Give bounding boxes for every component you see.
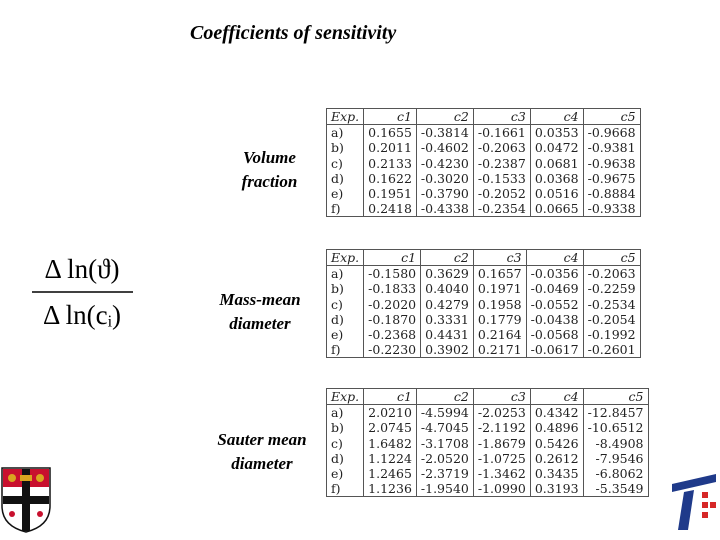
table-cell: -5.3549: [583, 481, 648, 497]
table-row: [327, 481, 649, 497]
row-label: c): [331, 155, 343, 171]
table-cell: -0.2020: [364, 297, 421, 312]
table-volume-fraction: [326, 108, 641, 217]
table-cell: -1.9540: [416, 481, 473, 497]
table-row: [327, 171, 641, 186]
table-mass-mean-diameter: [326, 249, 641, 358]
header-c2: c2: [416, 109, 473, 125]
formula-numerator: Δ ln(ϑ): [44, 254, 120, 284]
table-cell: -8.4908: [583, 436, 648, 451]
table-header-row: [327, 109, 641, 125]
header-c5: c5: [583, 250, 640, 266]
row-label: a): [331, 266, 344, 282]
row-label: b): [331, 281, 344, 297]
table-cell: -0.0552: [526, 297, 583, 312]
table-cell: -0.0469: [526, 281, 583, 296]
table-cell: 0.1951: [364, 186, 417, 201]
table-cell: -0.4230: [416, 156, 473, 171]
table-cell: -6.8062: [583, 466, 648, 481]
table-cell: -4.5994: [416, 405, 473, 421]
table-row: [327, 312, 641, 327]
table-cell: -0.9668: [583, 125, 640, 141]
page-title: Coefficients of sensitivity: [190, 22, 397, 44]
table-cell: 0.1622: [364, 171, 417, 186]
table-cell: -10.6512: [583, 420, 648, 435]
table-cell: -0.2230: [364, 342, 421, 358]
row-label: d): [331, 170, 344, 186]
table-cell: 0.1655: [364, 125, 417, 141]
table-cell: -0.1661: [473, 125, 530, 141]
row-label: f): [331, 481, 341, 497]
table-row: [327, 281, 641, 296]
header-c1: c1: [364, 250, 421, 266]
institute-logo-mark: [670, 470, 718, 532]
table-cell: -0.0438: [526, 312, 583, 327]
header-c3: c3: [473, 250, 526, 266]
table-row: [327, 156, 641, 171]
table-cell: 0.2418: [364, 201, 417, 217]
table-row: [327, 125, 641, 141]
table-cell: 0.4431: [421, 327, 474, 342]
table-cell: -0.3814: [416, 125, 473, 141]
table-cell: 0.4896: [530, 420, 583, 435]
table-cell: 0.0472: [530, 140, 583, 155]
row-label: a): [331, 405, 344, 421]
table-header-row: [327, 389, 649, 405]
row-label: d): [331, 450, 344, 466]
table-cell: 0.4342: [530, 405, 583, 421]
table-cell: -1.3462: [473, 466, 530, 481]
table-cell: 0.0353: [530, 125, 583, 141]
table-row: [327, 342, 641, 358]
table-cell: 0.4040: [421, 281, 474, 296]
table-cell: 0.1657: [473, 266, 526, 282]
table-cell: -0.1833: [364, 281, 421, 296]
university-crest-logo: [0, 466, 52, 534]
table-cell: -4.7045: [416, 420, 473, 435]
header-c1: c1: [364, 389, 417, 405]
table-cell: 0.2612: [530, 451, 583, 466]
table-cell: 0.0368: [530, 171, 583, 186]
table-cell: -0.2063: [473, 140, 530, 155]
table-cell: -2.0520: [416, 451, 473, 466]
table-cell: -3.1708: [416, 436, 473, 451]
table-cell: -0.4338: [416, 201, 473, 217]
table-cell: 0.2011: [364, 140, 417, 155]
table-cell: 1.1236: [364, 481, 417, 497]
table-row: [327, 201, 641, 217]
table-row: [327, 297, 641, 312]
row-label: e): [331, 466, 344, 482]
table-cell: -0.2534: [583, 297, 640, 312]
row-label: f): [331, 201, 341, 217]
table-cell: 0.2164: [473, 327, 526, 342]
table-cell: -0.2063: [583, 266, 640, 282]
table-row: [327, 327, 641, 342]
table-cell: -0.2601: [583, 342, 640, 358]
header-c1: c1: [364, 109, 417, 125]
table-cell: -0.1870: [364, 312, 421, 327]
table-cell: 0.3331: [421, 312, 474, 327]
header-c4: c4: [530, 109, 583, 125]
table-row: [327, 466, 649, 481]
row-label: f): [331, 342, 341, 358]
table-row: [327, 140, 641, 155]
table-cell: -0.0617: [526, 342, 583, 358]
header-c4: c4: [526, 250, 583, 266]
label-sauter-mean-diameter: Sauter mean diameter: [217, 430, 307, 473]
table-cell: 0.2171: [473, 342, 526, 358]
table-cell: 0.0681: [530, 156, 583, 171]
table-cell: 0.0665: [530, 201, 583, 217]
header-c4: c4: [530, 389, 583, 405]
table-cell: -0.2052: [473, 186, 530, 201]
label-volume-fraction: Volume fraction: [241, 148, 298, 191]
table-cell: -0.4602: [416, 140, 473, 155]
header-c3: c3: [473, 109, 530, 125]
row-label: b): [331, 140, 344, 156]
table-cell: -0.9338: [583, 201, 640, 217]
formula-denominator: Δ ln(cᵢ): [42, 300, 122, 330]
table-cell: 2.0210: [364, 405, 417, 421]
header-c2: c2: [421, 250, 474, 266]
table-cell: -0.0356: [526, 266, 583, 282]
header-c5: c5: [583, 109, 640, 125]
row-label: b): [331, 420, 344, 436]
table-cell: -0.2368: [364, 327, 421, 342]
table-cell: -0.1533: [473, 171, 530, 186]
header-exp: Exp.: [327, 109, 364, 125]
header-c3: c3: [473, 389, 530, 405]
table-cell: 0.1779: [473, 312, 526, 327]
table-cell: -1.8679: [473, 436, 530, 451]
header-c2: c2: [416, 389, 473, 405]
table-cell: 0.3902: [421, 342, 474, 358]
table-cell: -1.0990: [473, 481, 530, 497]
row-label: c): [331, 296, 343, 312]
table-cell: 1.6482: [364, 436, 417, 451]
table-cell: -0.8884: [583, 186, 640, 201]
table-row: [327, 266, 641, 282]
table-cell: -0.0568: [526, 327, 583, 342]
table-row: [327, 451, 649, 466]
table-cell: -0.2054: [583, 312, 640, 327]
table-header-row: [327, 250, 641, 266]
table-cell: -2.1192: [473, 420, 530, 435]
table-cell: -0.1992: [583, 327, 640, 342]
header-exp: Exp.: [327, 389, 364, 405]
sensitivity-formula: [30, 246, 135, 346]
table-row: [327, 186, 641, 201]
table-cell: -0.2387: [473, 156, 530, 171]
table-row: [327, 436, 649, 451]
row-label: d): [331, 311, 344, 327]
table-cell: 0.2133: [364, 156, 417, 171]
header-exp: Exp.: [327, 250, 364, 266]
table-cell: 0.4279: [421, 297, 474, 312]
table-sauter-mean-diameter: [326, 388, 649, 497]
table-cell: 0.1958: [473, 297, 526, 312]
table-cell: -2.0253: [473, 405, 530, 421]
table-cell: -0.3020: [416, 171, 473, 186]
table-cell: -0.9381: [583, 140, 640, 155]
label-mass-mean-diameter: Mass-mean diameter: [219, 290, 301, 333]
table-row: [327, 405, 649, 421]
table-cell: 1.1224: [364, 451, 417, 466]
table-cell: -7.9546: [583, 451, 648, 466]
table-cell: -0.2259: [583, 281, 640, 296]
table-cell: 0.5426: [530, 436, 583, 451]
table-cell: 0.1971: [473, 281, 526, 296]
table-cell: 2.0745: [364, 420, 417, 435]
table-cell: -2.3719: [416, 466, 473, 481]
table-cell: 0.0516: [530, 186, 583, 201]
header-c5: c5: [583, 389, 648, 405]
table-cell: 1.2465: [364, 466, 417, 481]
row-label: c): [331, 435, 343, 451]
table-cell: -0.2354: [473, 201, 530, 217]
table-cell: 0.3629: [421, 266, 474, 282]
table-cell: -1.0725: [473, 451, 530, 466]
table-cell: -12.8457: [583, 405, 648, 421]
table-row: [327, 420, 649, 435]
table-cell: -0.9675: [583, 171, 640, 186]
table-cell: -0.3790: [416, 186, 473, 201]
table-cell: 0.3435: [530, 466, 583, 481]
table-cell: -0.9638: [583, 156, 640, 171]
row-label: e): [331, 327, 344, 343]
table-cell: 0.3193: [530, 481, 583, 497]
row-label: e): [331, 186, 344, 202]
table-cell: -0.1580: [364, 266, 421, 282]
row-label: a): [331, 125, 344, 141]
